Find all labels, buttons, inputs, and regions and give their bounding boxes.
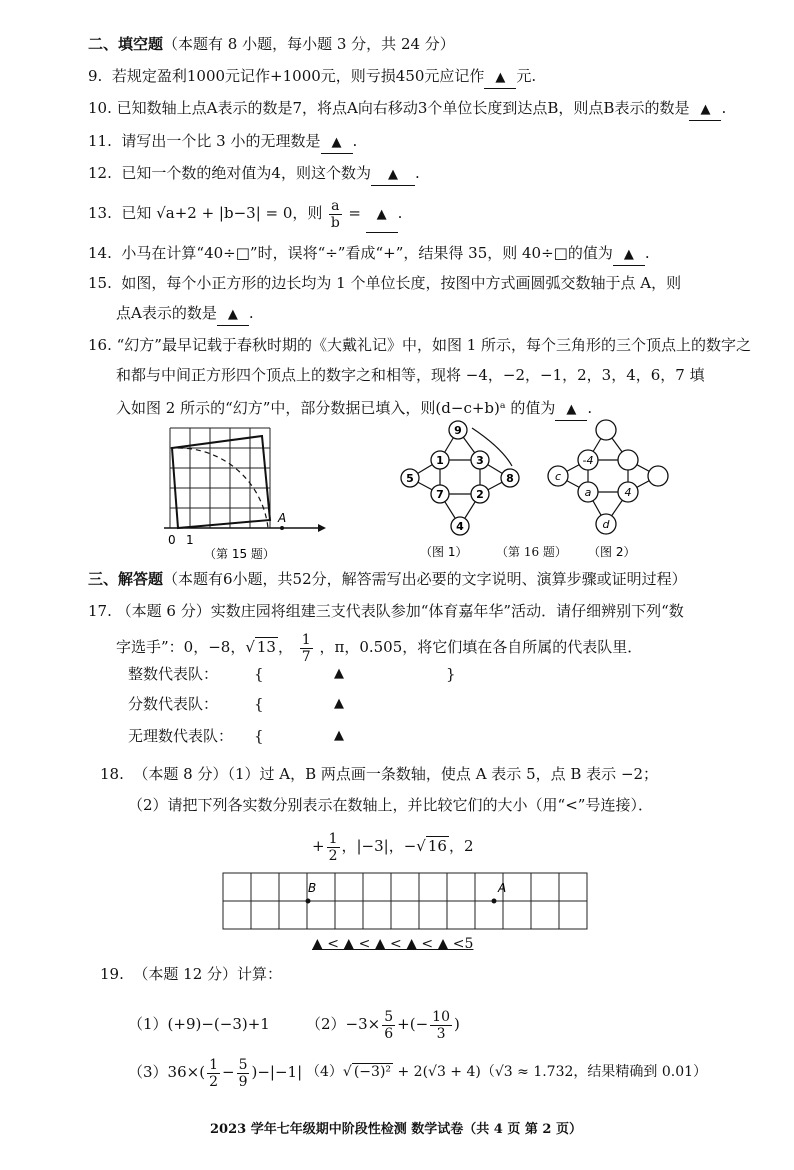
team-irrational: 无理数代表队： { ▲	[128, 727, 344, 745]
node-label: 4	[456, 520, 464, 533]
point-a-dot	[492, 899, 497, 904]
number-axis-grid	[222, 872, 588, 932]
node-label: 2	[476, 488, 484, 501]
expression-1: （1）(+9)−(−3)+1	[128, 1015, 270, 1033]
node-label: a	[584, 486, 592, 499]
question-16: 16. “幻方”最早记载于春秋时期的《大戴礼记》中，如图 1 所示，每个三角形的三个顶点上的数字之	[88, 336, 752, 354]
fraction: $\frac{1}{7}$	[301, 631, 311, 665]
answer-blank[interactable]: ▲	[613, 245, 645, 266]
node-label: d	[602, 518, 610, 531]
answer-blank[interactable]: ▲	[217, 305, 249, 326]
figure-2-caption: （图 2）	[588, 545, 636, 559]
answer-blank[interactable]: ▲	[334, 728, 344, 743]
point-b-dot	[306, 899, 311, 904]
answer-blank[interactable]: ▲	[334, 696, 344, 711]
page-footer: 2023 学年七年级期中阶段性检测 数学试卷（共 4 页 第 2 页）	[210, 1122, 582, 1137]
point-a-dot	[280, 526, 284, 530]
figure-1-caption: （图 1）	[420, 545, 468, 559]
team-integer: 整数代表队： { ▲ }	[128, 665, 456, 683]
question-9: 9. 若规定盈利1000元记作+1000元，则亏损450元应记作 ▲ 元.	[88, 66, 536, 89]
question-19: 19. （本题 12 分）计算：	[100, 965, 283, 983]
node-label: c	[554, 470, 562, 483]
figure-15-grid	[160, 420, 330, 562]
question-17-line2: 字选手”：0，−8，√ 13 ， $\frac{1}{7}$ ，π，0.505，将它们填在各自所属的代表队里．	[116, 631, 643, 665]
question-10: 10. 已知数轴上点A表示的数是7，将点A向右移动3个单位长度到达点B，则点B表示的数是 ▲ .	[88, 98, 726, 121]
question-18-part2: （2）请把下列各实数分别表示在数轴上，并比较它们的大小（用“<”号连接）．	[128, 796, 653, 814]
section-3-header: 三、解答题（本题有6小题，共52分，解答需写出必要的文字说明、演算步骤或证明过程）	[88, 570, 687, 588]
number-list: + $\frac{1}{2}$ ，|−3|，−√ 16 ，2	[312, 830, 474, 864]
node-label: -4	[582, 454, 594, 467]
team-fraction: 分数代表队： { ▲	[128, 695, 344, 713]
question-11: 11. 请写出一个比 3 小的无理数是 ▲ .	[88, 131, 357, 154]
question-15-line2: 点A表示的数是 ▲ .	[116, 303, 254, 326]
node-label: 1	[436, 454, 444, 467]
fraction: $\frac{10}{3}$	[432, 1008, 450, 1042]
node-label: 8	[506, 472, 514, 485]
answer-blank[interactable]: ▲	[321, 133, 353, 154]
node-label: 9	[454, 424, 462, 437]
expression-3: （3）36×( $\frac{1}{2}$ − $\frac{5}{9}$ )−|−1|	[128, 1056, 303, 1090]
answer-blank[interactable]: ▲	[555, 400, 587, 421]
fraction: $\frac{1}{2}$	[209, 1056, 218, 1090]
node-label: 5	[406, 472, 414, 485]
figure-2-magic-square	[540, 418, 680, 563]
answer-blank[interactable]: ▲	[334, 666, 344, 681]
expression-4: （4）√ (−3)² + 2(√3 + 4)（√3 ≈ 1.732，结果精确到 0.01）	[306, 1064, 708, 1080]
answer-blank[interactable]: ▲	[689, 100, 721, 121]
compare-blank[interactable]: ▲ < ▲ < ▲ < ▲ < ▲ <5	[312, 936, 474, 952]
question-16-line3: 入如图 2 所示的“幻方”中，部分数据已填入，则(d−c+b)ᵃ 的值为 ▲ .	[116, 398, 592, 421]
figure-16-caption: （第 16 题）	[496, 545, 567, 559]
point-a-label: A	[278, 511, 287, 525]
answer-blank[interactable]: ▲	[371, 165, 415, 186]
node-label: 7	[436, 488, 444, 501]
question-17: 17. （本题 6 分）实数庄园将组建三支代表队参加“体育嘉年华”活动．请仔细辨别下列“数	[88, 602, 684, 620]
answer-blank[interactable]: ▲	[366, 198, 398, 233]
node-label: 4	[624, 486, 632, 499]
answer-blank[interactable]: ▲	[484, 68, 516, 89]
figure-15-caption: （第 15 题）	[204, 547, 275, 561]
fraction: $\frac{1}{2}$	[328, 830, 338, 864]
expression-2: （2）−3× $\frac{5}{6}$ +(− $\frac{10}{3}$ )	[306, 1008, 460, 1042]
question-14: 14. 小马在计算“40÷□”时，误将“÷”看成“+”，结果得 35，则 40÷□的值为 ▲ .	[88, 243, 650, 266]
point-a-label: A	[498, 881, 507, 895]
tick-label-0: 0	[168, 533, 176, 547]
fraction: $\frac{5}{9}$	[238, 1056, 248, 1090]
fraction: $\frac{a}{b}$	[330, 197, 340, 231]
node-label: 3	[476, 454, 484, 467]
question-18: 18. （本题 8 分）（1）过 A，B 两点画一条数轴，使点 A 表示 5，点 B 表示 −2；	[100, 765, 659, 783]
tick-label-1: 1	[186, 533, 194, 547]
point-b-label: B	[308, 881, 317, 895]
question-13: 13. 已知 √a+2 + |b−3| = 0，则 $\frac{a}{b}$ = ▲ .	[88, 196, 402, 233]
question-15: 15. 如图，每个小正方形的边长均为 1 个单位长度，按图中方式画圆弧交数轴于点 A，则	[88, 274, 682, 292]
fraction: $\frac{5}{6}$	[384, 1008, 394, 1042]
section-2-header: 二、填空题（本题有 8 小题，每小题 3 分，共 24 分）	[88, 35, 455, 53]
question-16-line2: 和都与中间正方形四个顶点上的数字之和相等，现将 −4，−2，−1，2，3，4，6，7 填	[116, 366, 705, 384]
question-12: 12. 已知一个数的绝对值为4，则这个数为 ▲ .	[88, 163, 420, 186]
